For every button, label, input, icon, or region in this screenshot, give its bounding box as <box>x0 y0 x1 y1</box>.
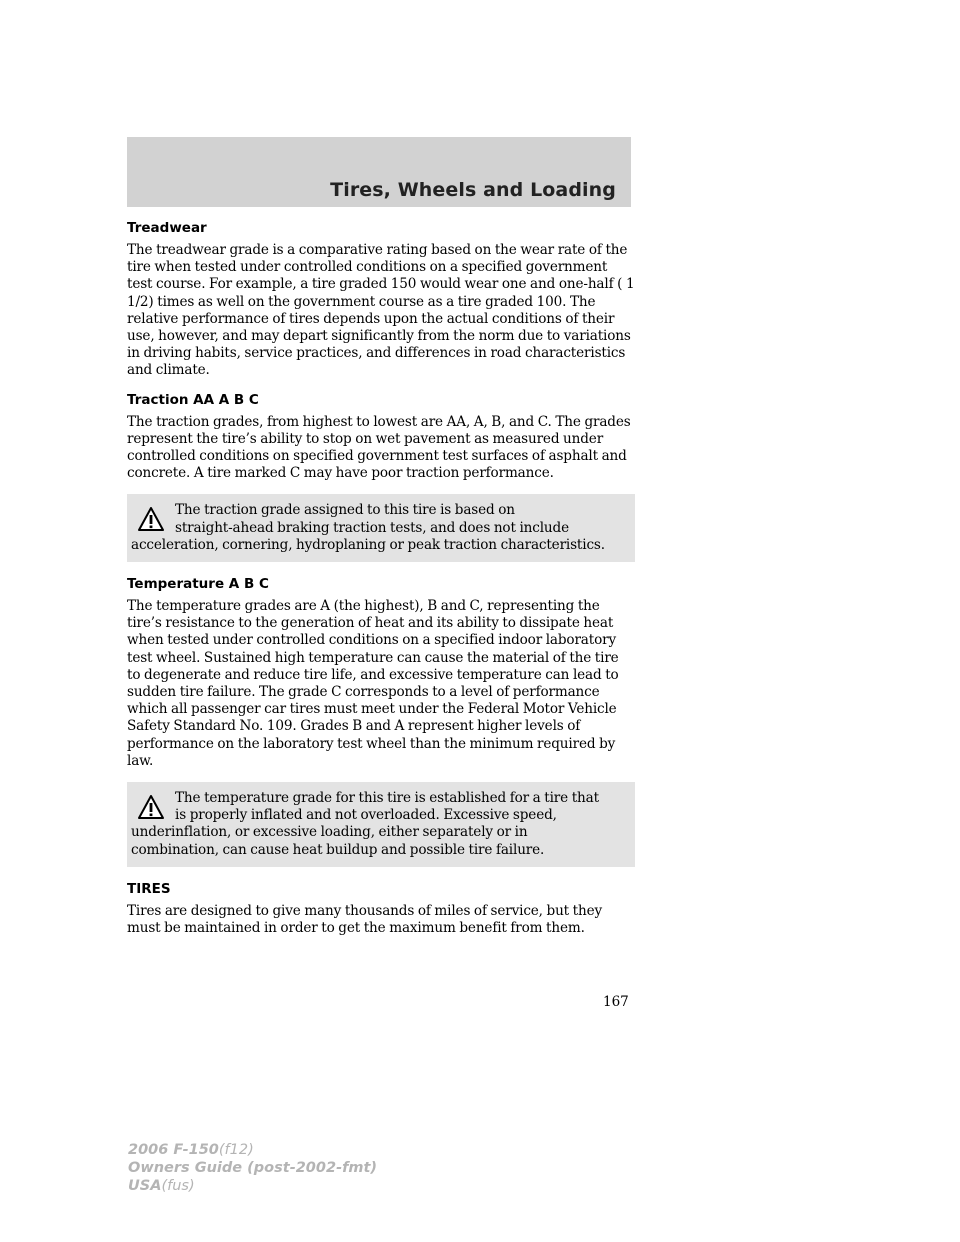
traction-warning-text <box>131 502 631 554</box>
warning-line: is properly inflated and not overloaded. Excessive speed, <box>175 807 557 824</box>
warning-line: underinflation, or excessive loading, either separately or in <box>131 824 528 841</box>
warning-line: acceleration, cornering, hydroplaning or peak traction characteristics. <box>131 536 605 553</box>
page-number: 167 <box>603 994 629 1010</box>
warning-line: combination, can cause heat buildup and possible tire failure. <box>131 841 545 858</box>
treadwear-heading: Treadwear <box>127 220 207 236</box>
document-footer <box>128 1141 377 1195</box>
footer-market-code: (fus) <box>161 1178 195 1194</box>
traction-heading: Traction AA A B C <box>127 391 259 408</box>
treadwear-paragraph: The treadwear grade is a comparative rating based on the wear rate of the tire when tested under controlled conditions on a specified government test course. For example, a tire graded 150 would wear one and one-half ( 1 1/2) times as well on the government course as a tire graded 100. The relative performance of tires depends upon the actual conditions of their use, however, and may depart significantly from the norm due to variations in driving habits, service practices, and differences in road characteristics and climate. <box>127 242 635 379</box>
warning-line: The temperature grade for this tire is established for a tire that <box>175 790 599 807</box>
header-band <box>127 137 631 207</box>
footer-model-code: (f12) <box>218 1142 254 1158</box>
footer-line-market <box>128 1177 377 1195</box>
temperature-warning-box <box>127 782 635 867</box>
temperature-paragraph: The temperature grades are A (the highest), B and C, representing the tire’s resistance to the generation of heat and its ability to dissipate heat when tested under controlled conditions on a specified indoor laboratory test wheel. Sustained high temperature can cause the material of the tire to degenerate and reduce tire life, and excessive temperature can lead to sudden tire failure. The grade C corresponds to a level of performance which all passenger car tires must meet under the Federal Motor Vehicle Safety Standard No. 109. Grades B and A represent higher levels of performance on the laboratory test wheel than the minimum required by law. <box>127 598 619 769</box>
warning-triangle-icon <box>137 794 165 820</box>
chapter-title: Tires, Wheels and Loading <box>330 179 616 201</box>
tires-paragraph: Tires are designed to give many thousands of miles of service, but they must be maintained in order to get the maximum benefit from them. <box>127 902 603 937</box>
tires-heading: TIRES <box>127 880 171 897</box>
temperature-heading: Temperature A B C <box>127 576 269 593</box>
footer-guide: Owners Guide (post-2002-fmt) <box>128 1160 378 1176</box>
warning-triangle-icon <box>137 506 165 532</box>
footer-line-model <box>128 1141 377 1159</box>
warning-line: straight-ahead braking traction tests, and does not include <box>175 519 569 536</box>
warning-line: The traction grade assigned to this tire is based on <box>175 502 515 519</box>
traction-paragraph: The traction grades, from highest to lowest are AA, A, B, and C. The grades represent the tire’s ability to stop on wet pavement as measured under controlled conditions on specified government test surfaces of asphalt and concrete. A tire marked C may have poor traction performance. <box>127 413 631 482</box>
footer-market: USA <box>128 1178 162 1194</box>
footer-model: 2006 F-150 <box>128 1142 219 1158</box>
page-content <box>127 220 635 949</box>
traction-warning-box <box>127 494 635 562</box>
temperature-warning-text <box>131 790 631 859</box>
